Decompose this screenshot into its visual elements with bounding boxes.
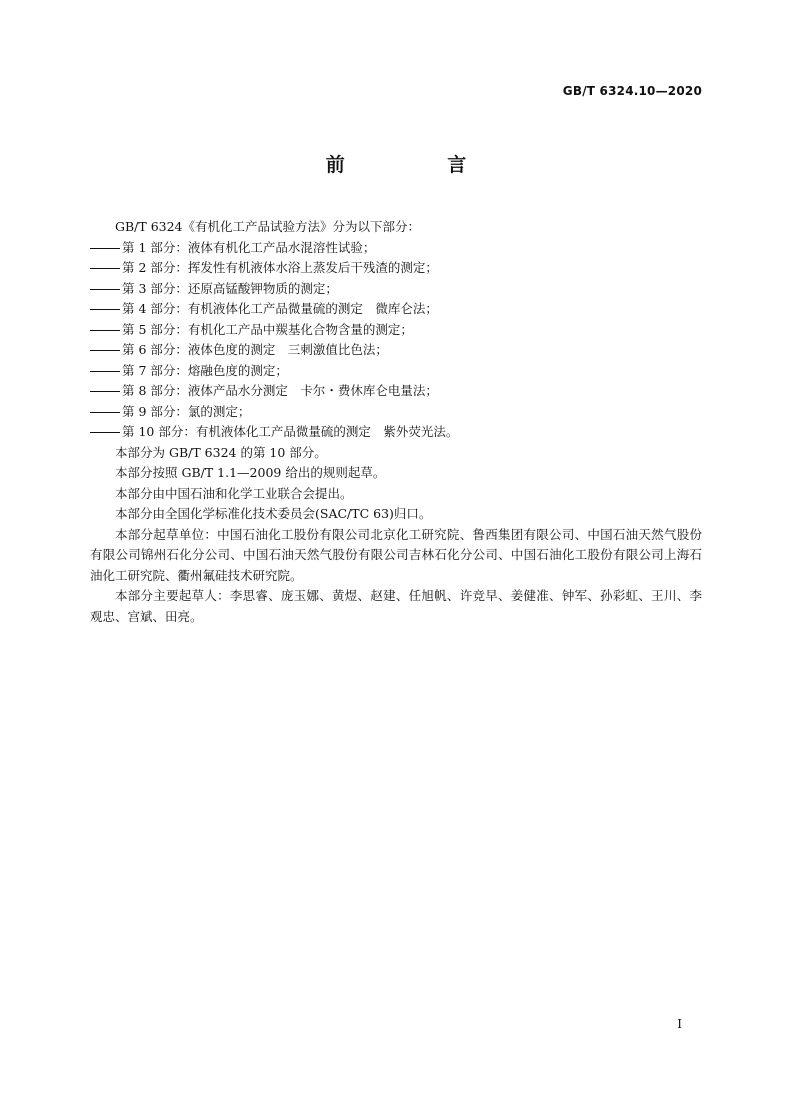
dash-mark [90,391,120,392]
committee-statement: 本部分由全国化学标准化技术委员会(SAC/TC 63)归口。 [115,506,432,521]
part-list-text: 第 8 部分：液体产品水分测定 卡尔・费休库仑电量法； [122,383,438,398]
part-list-item [90,361,702,382]
part-list-item [90,299,702,320]
part-list-text: 第 6 部分：液体色度的测定 三刺激值比色法； [122,342,388,357]
foreword-body [90,217,702,627]
page-title: 前 言 [325,154,515,176]
dash-mark [90,248,120,249]
part-list-item [90,279,702,300]
dash-mark [90,371,120,372]
dash-mark [90,330,120,331]
part-list-item [90,238,702,259]
dash-mark [90,350,120,351]
part-list-item [90,381,702,402]
part-list-item [90,402,702,423]
dash-mark [90,432,120,433]
dash-mark [90,268,120,269]
part-statement: 本部分为 GB/T 6324 的第 10 部分。 [115,444,327,460]
drafting-rules-statement: 本部分按照 GB/T 1.1—2009 给出的规则起草。 [115,465,386,480]
dash-mark [90,309,120,310]
part-list-text: 第 2 部分：挥发性有机液体水浴上蒸发后干残渣的测定； [122,260,438,275]
drafting-units-paragraph: 本部分起草单位：中国石油化工股份有限公司北京化工研究院、鲁西集团有限公司、中国石油天然气股份有限公司锦州石化分公司、中国石油天然气股份有限公司吉林石化分公司、中国石油化工股份有限公司上海石油化工研究院、衢州氟硅技术研究院。 [90,526,702,583]
drafters-paragraph: 本部分主要起草人：李思睿、庞玉娜、黄煜、赵建、任旭帆、许竞早、姜健准、钟军、孙彩虹、王川、李观忠、宫斌、田亮。 [90,588,702,624]
part-list-text: 第 10 部分：有机液体化工产品微量硫的测定 紫外荧光法。 [122,424,459,439]
part-list-item [90,258,702,279]
part-list-text: 第 7 部分：熔融色度的测定； [122,362,288,378]
page-number: I [677,1017,682,1031]
standard-code-header: GB/T 6324.10—2020 [562,84,702,98]
dash-mark [90,412,120,413]
dash-mark [90,289,120,290]
part-list-text: 第 4 部分：有机液体化工产品微量硫的测定 微库仑法； [122,301,438,316]
part-list-text: 第 9 部分：氯的测定； [122,403,251,419]
part-list-text: 第 5 部分：有机化工产品中羰基化合物含量的测定； [122,321,413,337]
proposer-statement: 本部分由中国石油和化学工业联合会提出。 [115,485,353,501]
part-list-text: 第 3 部分：还原高锰酸钾物质的测定； [122,280,338,296]
part-list-item [90,422,702,443]
part-list-item [90,340,702,361]
part-list-text: 第 1 部分：液体有机化工产品水混溶性试验； [122,239,376,255]
intro-paragraph: GB/T 6324《有机化工产品试验方法》分为以下部分： [115,219,421,234]
part-list-item [90,320,702,341]
